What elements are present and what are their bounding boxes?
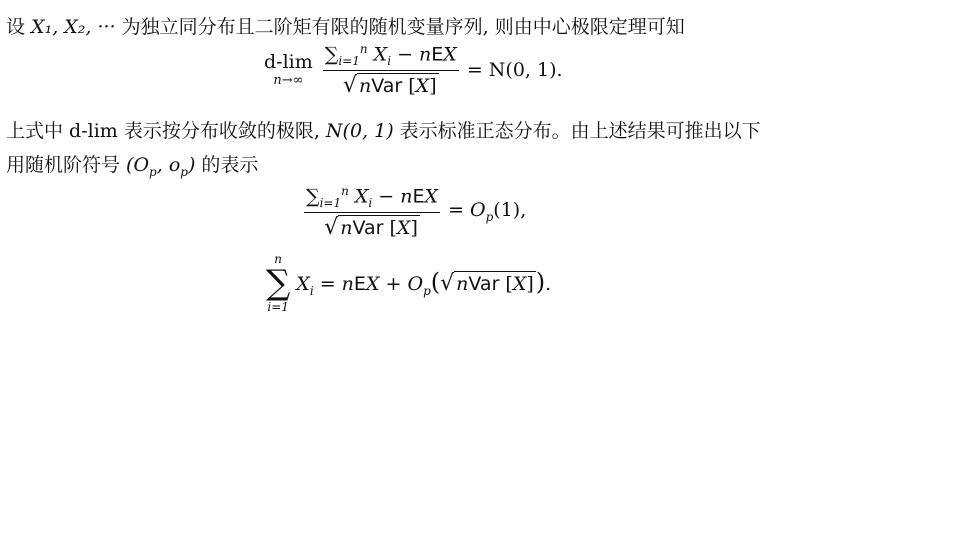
op1-numerator: $\sum_{i=1}^n$ $X_i$ − nEX: [304, 184, 440, 213]
text-line-3: 用随机阶符号 ($O_p$, $o_p$) 的表示: [6, 154, 259, 179]
text-line-1: [6, 12, 685, 39]
line1-text-pre: 设: [6, 16, 32, 38]
clt-rhs: = N(0, 1).: [466, 58, 563, 81]
line2-text-post: 表示标准正态分布。由上述结果可推出以下: [393, 120, 761, 142]
dlim-operator: [264, 51, 313, 88]
sum-operator: [266, 252, 290, 314]
text-line-2: [6, 116, 761, 143]
equation-op1: [296, 184, 526, 239]
clt-denominator: √ nVar [X]: [342, 73, 437, 99]
clt-fraction: [323, 42, 459, 97]
op1-denominator: √ nVar [X]: [324, 215, 418, 241]
sum-expression: $X_i$ = nEX + $O_p$( √ nVar [X] ).: [296, 268, 552, 298]
op1-fraction: [304, 184, 440, 239]
sum-upper-limit: n: [274, 252, 282, 266]
dlim-label: d-lim: [264, 51, 313, 74]
line2-math: N(0, 1): [325, 120, 394, 142]
equation-clt: [264, 42, 563, 97]
dlim-subscript: n→∞: [273, 73, 304, 89]
line1-math: X₁, X₂, ···: [31, 16, 116, 38]
equation-sum: [266, 252, 551, 314]
line3-text-pre: 用随机阶符号: [6, 154, 127, 176]
op1-rhs: = $O_p(1)$,: [448, 199, 527, 224]
line3-text-post: 的表示: [195, 154, 259, 176]
sum-lower-limit: i=1: [267, 300, 289, 314]
line1-text-post: 为独立同分布且二阶矩有限的随机变量序列, 则由中心极限定理可知: [115, 16, 685, 38]
clt-numerator: $\sum_{i=1}^n$ $X_i$ − nEX: [323, 42, 459, 71]
line2-text-pre: 上式中 d-lim 表示按分布收敛的极限,: [6, 120, 326, 142]
sigma-symbol: ∑: [266, 263, 291, 303]
